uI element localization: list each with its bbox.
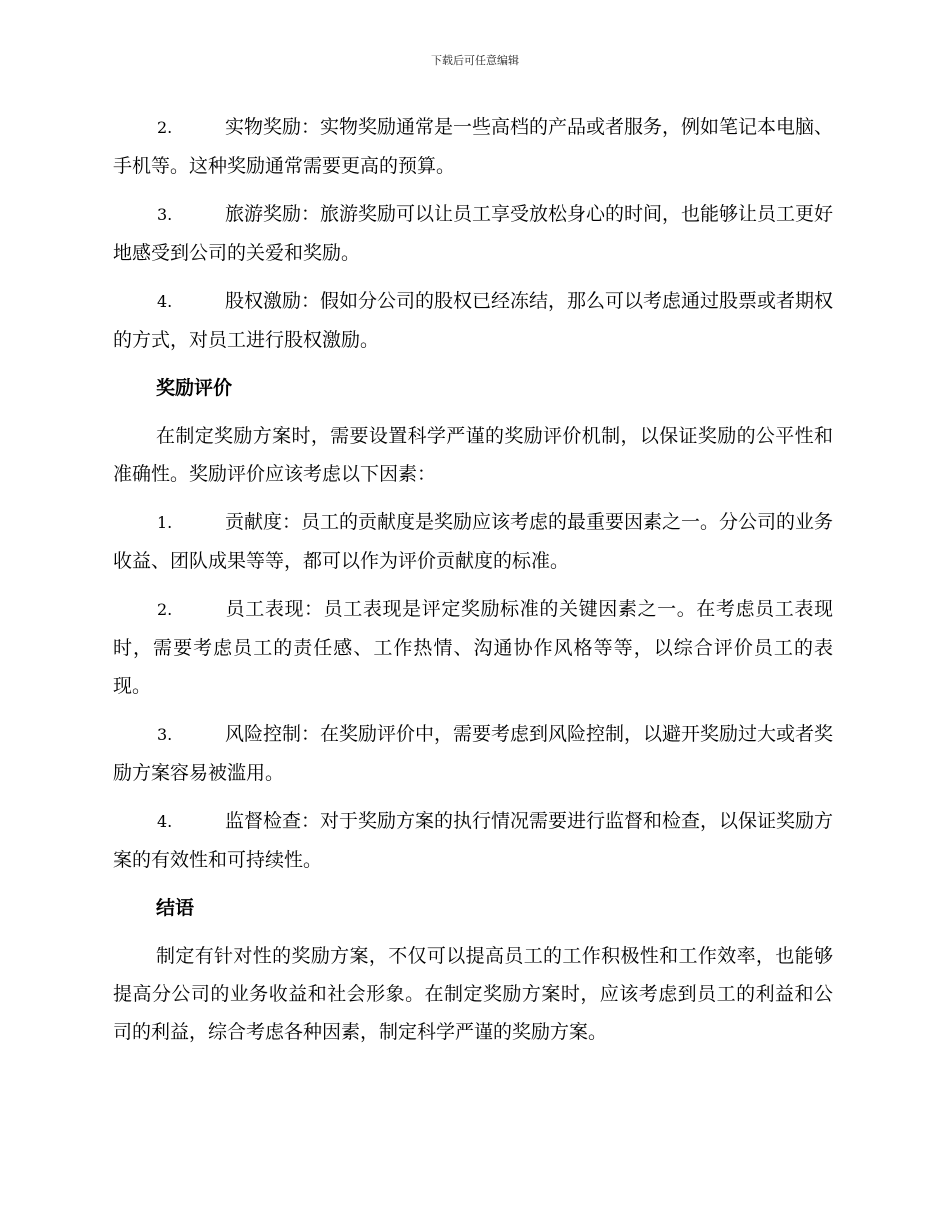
item-number: 1. xyxy=(157,513,173,532)
item-text: 员工表现：员工表现是评定奖励标准的关键因素之一。在考虑员工表现时，需要考虑员工的责任感、工作热情、沟通协作风格等等，以综合评价员工的表现。 xyxy=(113,598,833,697)
item-number: 3. xyxy=(157,725,173,744)
item-text: 贡献度：员工的贡献度是奖励应该考虑的最重要因素之一。分公司的业务收益、团队成果等等，都可以作为评价贡献度的标准。 xyxy=(113,511,834,572)
evaluation-item xyxy=(113,590,833,705)
item-number: 2. xyxy=(157,118,173,137)
section-heading-conclusion: 结语 xyxy=(156,897,195,919)
reward-type-item xyxy=(113,195,833,272)
reward-type-item xyxy=(113,108,833,185)
item-text: 风险控制：在奖励评价中，需要考虑到风险控制，以避开奖励过大或者奖励方案容易被滥用。 xyxy=(113,723,834,784)
item-number: 4. xyxy=(157,292,173,311)
item-number: 3. xyxy=(157,205,173,224)
item-text: 旅游奖励：旅游奖励可以让员工享受放松身心的时间，也能够让员工更好地感受到公司的关爱和奖励。 xyxy=(113,203,834,264)
reward-type-item xyxy=(113,282,833,359)
document-body xyxy=(113,108,833,1061)
item-text: 监督检查：对于奖励方案的执行情况需要进行监督和检查，以保证奖励方案的有效性和可持续性。 xyxy=(113,810,834,871)
item-number: 4. xyxy=(157,812,173,831)
item-text: 实物奖励：实物奖励通常是一些高档的产品或者服务，例如笔记本电脑、手机等。这种奖励通常需要更高的预算。 xyxy=(113,116,834,177)
page-header: 下载后可任意编辑 xyxy=(431,54,519,67)
evaluation-item xyxy=(113,715,833,792)
evaluation-item xyxy=(113,503,833,580)
conclusion-text: 制定有针对性的奖励方案，不仅可以提高员工的工作积极性和工作效率，也能够提高分公司的业务收益和社会形象。在制定奖励方案时，应该考虑到员工的利益和公司的利益，综合考虑各种因素，制定科学严谨的奖励方案。 xyxy=(113,945,833,1043)
section-heading-evaluation: 奖励评价 xyxy=(156,377,233,399)
item-number: 2. xyxy=(157,600,173,619)
item-text: 股权激励：假如分公司的股权已经冻结，那么可以考虑通过股票或者期权的方式，对员工进行股权激励。 xyxy=(113,290,834,351)
evaluation-item xyxy=(113,802,833,879)
evaluation-intro: 在制定奖励方案时，需要设置科学严谨的奖励评价机制，以保证奖励的公平性和准确性。奖励评价应该考虑以下因素： xyxy=(113,425,833,485)
